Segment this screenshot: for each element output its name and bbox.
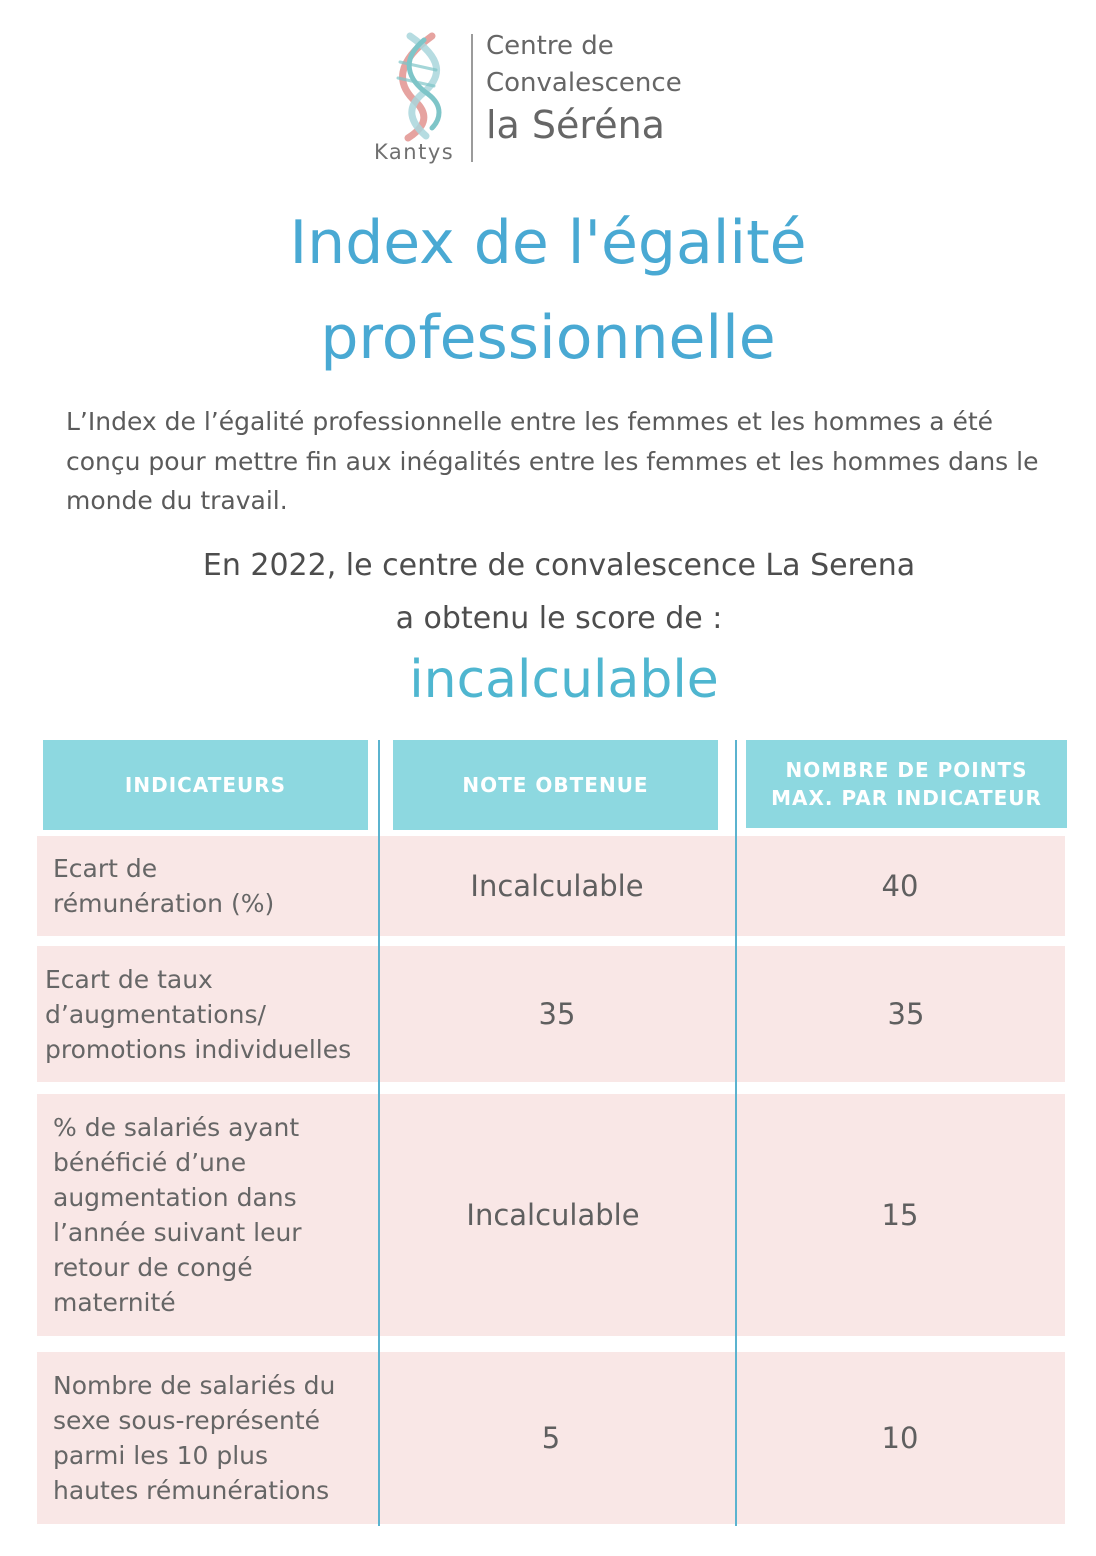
score-sentence-line-2: a obtenu le score de : xyxy=(395,601,723,636)
indicator-cell xyxy=(37,836,379,936)
dna-helix-logo-icon xyxy=(386,32,450,142)
page-title-line-1: Index de l'égalité xyxy=(289,208,807,278)
logo-line-2: Convalescence xyxy=(486,68,682,98)
page-title xyxy=(0,196,1096,386)
indicator-label-line: augmentation dans xyxy=(53,1183,297,1212)
grade-cell: Incalculable xyxy=(470,869,644,903)
column-divider xyxy=(378,740,380,1526)
logo-divider xyxy=(471,34,473,162)
logo-line-1: Centre de xyxy=(486,31,614,61)
indicator-label-line: retour de congé xyxy=(53,1253,253,1282)
indicator-label-line: maternité xyxy=(53,1288,176,1317)
indicator-cell xyxy=(37,1352,379,1524)
max-points-cell: 35 xyxy=(887,997,925,1031)
table-row xyxy=(37,1352,1065,1524)
indicator-label-line: promotions individuelles xyxy=(45,1034,352,1064)
indicator-label-line: hautes rémunérations xyxy=(53,1476,330,1505)
logo-line-3: la Séréna xyxy=(486,103,665,147)
logo xyxy=(368,28,708,168)
indicator-label-line: Ecart de taux xyxy=(45,964,213,994)
grade-cell: 35 xyxy=(538,997,576,1031)
page-title-line-2: professionnelle xyxy=(320,303,776,373)
header-max-points-line-1: NOMBRE DE POINTS xyxy=(785,758,1028,782)
logo-name xyxy=(486,28,682,148)
indicator-label-line: bénéficié d’une xyxy=(53,1148,247,1177)
indicator-label-line: rémunération (%) xyxy=(53,889,275,918)
table-row xyxy=(37,1094,1065,1336)
table-row xyxy=(37,946,1065,1082)
max-points-cell: 10 xyxy=(881,1421,919,1455)
indicator-label-line: % de salariés ayant xyxy=(53,1113,300,1142)
header-indicators: INDICATEURS xyxy=(43,740,368,830)
header-max-points xyxy=(746,740,1067,828)
grade-cell: Incalculable xyxy=(466,1198,640,1232)
header-max-points-line-2: MAX. PAR INDICATEUR xyxy=(771,786,1042,810)
intro-paragraph: L’Index de l’égalité professionnelle entre les femmes et les hommes a été conçu pour mettre fin aux inégalités entre les femmes et les hommes dans le monde du travail. xyxy=(66,407,1039,515)
grade-cell: 5 xyxy=(541,1421,561,1455)
indicator-label-line: l’année suivant leur xyxy=(53,1218,302,1247)
max-points-cell: 40 xyxy=(881,869,919,903)
indicator-label-line: d’augmentations/ xyxy=(45,999,266,1029)
column-divider xyxy=(735,740,737,1526)
max-points-cell: 15 xyxy=(881,1198,919,1232)
indicator-label-line: parmi les 10 plus xyxy=(53,1441,269,1470)
indicator-cell xyxy=(37,946,379,1082)
header-grade: NOTE OBTENUE xyxy=(393,740,718,830)
score-value: incalculable xyxy=(409,650,719,710)
indicator-cell xyxy=(37,1094,379,1336)
score-sentence-line-1: En 2022, le centre de convalescence La Serena xyxy=(202,548,916,583)
indicator-label-line: Nombre de salariés du xyxy=(53,1371,336,1400)
logo-brand: Kantys xyxy=(374,140,455,164)
table-row xyxy=(37,836,1065,936)
indicator-label-line: Ecart de xyxy=(53,854,158,883)
indicator-label-line: sexe sous-représenté xyxy=(53,1406,321,1435)
